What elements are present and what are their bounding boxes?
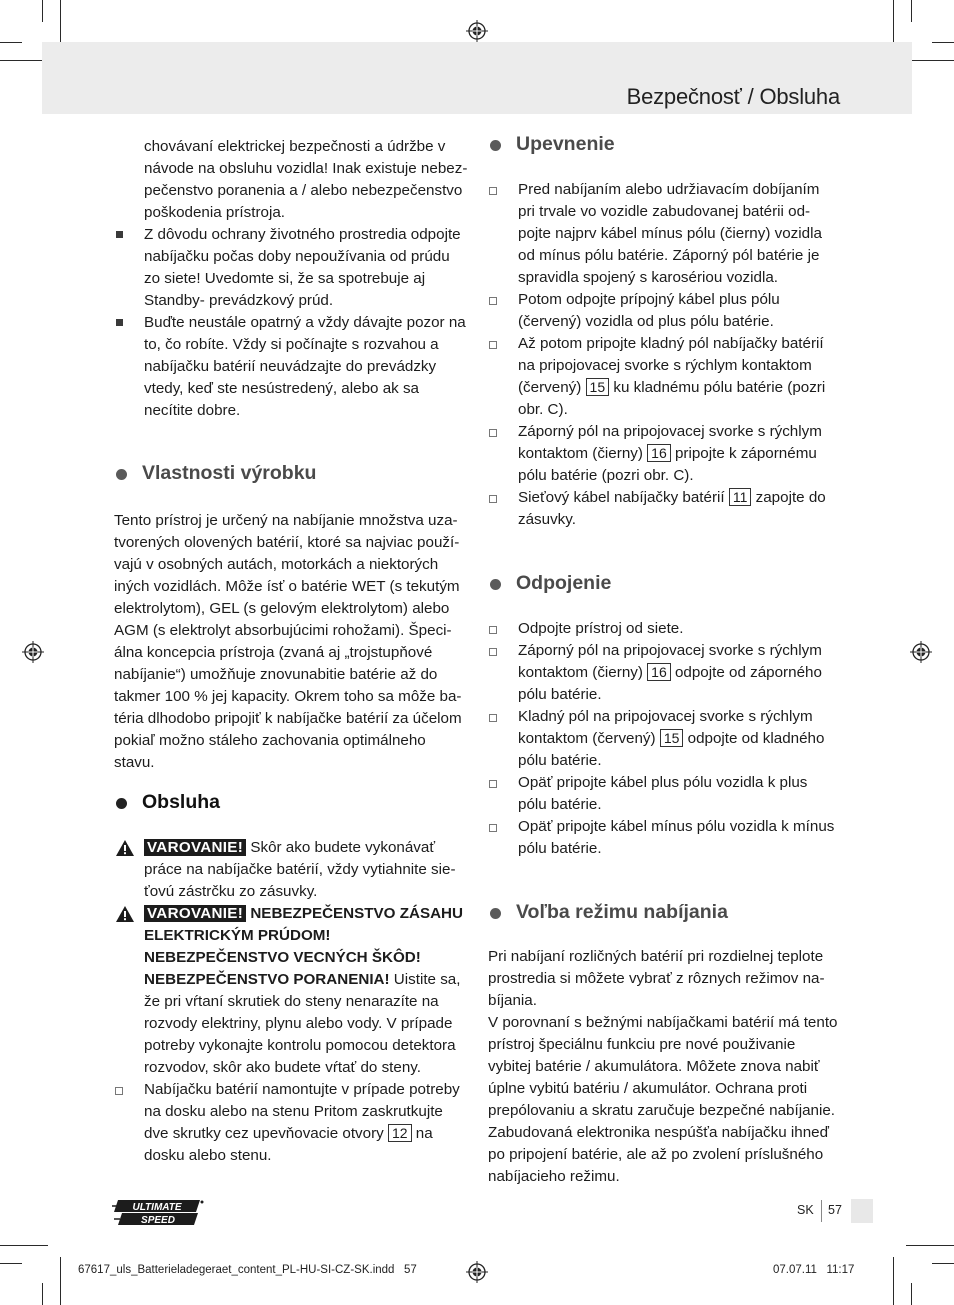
left-column <box>114 136 466 1176</box>
square-bullet-icon <box>116 231 123 238</box>
registration-mark-icon <box>910 641 932 663</box>
section-heading-odpojenie: Odpojenie <box>488 572 611 594</box>
crop-mark <box>906 1245 954 1246</box>
warning-triangle-icon <box>115 905 135 923</box>
part-reference-number: 15 <box>660 729 684 747</box>
crop-mark <box>932 1263 954 1264</box>
crop-mark <box>42 0 43 22</box>
warning-label: VAROVANIE! <box>144 839 246 856</box>
warning-bold-text: NEBEZPEČENSTVO ZÁSAHU ELEKTRICKÝM PRÚDOM! NEBEZPEČENSTVO VECNÝCH ŠKÔD! NEBEZPEČENSTVO PORANENIA! <box>144 905 463 988</box>
list-item: Kladný pól na pripojovacej svorke s rýchlym kontaktom (červený) 15 odpojte od kladného pólu batérie. <box>488 706 840 772</box>
open-square-bullet-icon <box>489 297 497 305</box>
registration-mark-icon <box>22 641 44 663</box>
bullet-dot-icon <box>116 798 127 809</box>
bullet-dot-icon <box>490 579 501 590</box>
crop-mark <box>0 1245 48 1246</box>
square-bullet-icon <box>116 319 123 326</box>
open-square-bullet-icon <box>115 1087 123 1095</box>
list-item: Nabíjačku batérií namontujte v prípade potreby na dosku alebo na stenu Pritom zaskrutkujte dve skrutky cez upevňovacie otvory 12 na dosku alebo stenu. <box>114 1079 466 1167</box>
right-column <box>488 133 840 1186</box>
section-heading-upevnenie: Upevnenie <box>488 133 615 155</box>
part-reference-number: 12 <box>388 1124 412 1142</box>
crop-mark <box>911 1283 912 1305</box>
list-item <box>114 224 466 312</box>
svg-text:ULTIMATE: ULTIMATE <box>132 1202 182 1213</box>
warning-text: Skôr ako budete vykonávať práce na nabíjačke batérií, vždy vytiahnite sie- ťovú zástrčku zo zásuvky. <box>144 839 456 900</box>
open-square-bullet-icon <box>489 187 497 195</box>
svg-text:SPEED: SPEED <box>141 1215 175 1226</box>
crop-mark <box>906 60 954 61</box>
intro-paragraph: chovávaní elektrickej bezpečnosti a údržbe v návode na obsluhu vozidla! Inak existuje nebez- pečenstvo poranenia a / alebo nebezpečenstvo poškodenia prístroja. <box>144 138 468 221</box>
open-square-bullet-icon <box>489 648 497 656</box>
open-square-bullet-icon <box>489 714 497 722</box>
list-item <box>114 312 466 422</box>
list-item-text: Z dôvodu ochrany životného prostredia odpojte nabíjačku počas doby nepoužívania od prúdu zo siete! Uvedomte si, že sa spotrebuje aj Standby- prevádzkový prúd. <box>144 226 461 309</box>
bullet-dot-icon <box>490 140 501 151</box>
registration-mark-icon <box>466 1261 488 1283</box>
crop-mark <box>893 1257 894 1305</box>
ultimate-speed-logo <box>112 1198 204 1228</box>
list-item: Až potom pripojte kladný pól nabíjačky batérií na pripojovacej svorke s rýchlym kontaktom (červený) 15 ku kladnému pólu batérie (pozri obr. C). <box>488 333 840 421</box>
print-timestamp: 07.07.11 11:17 <box>773 1264 855 1276</box>
open-square-bullet-icon <box>489 780 497 788</box>
warning-text: Uistite sa, že pri vŕtaní skrutiek do steny nenarazíte na rozvody elektriny, plynu alebo vody. V prípade potreby vykonajte kontrolu pomocou detektora rozvodov, skôr ako budete vŕtať do steny. <box>144 971 461 1076</box>
list-item: Sieťový kábel nabíjačky batérií 11 zapojte do zásuvky. <box>488 487 840 531</box>
section-heading-vlastnosti: Vlastnosti výrobku <box>114 462 316 484</box>
open-square-bullet-icon <box>489 429 497 437</box>
bullet-dot-icon <box>490 908 501 919</box>
footer-tab <box>851 1199 873 1223</box>
crop-mark <box>0 60 48 61</box>
open-square-bullet-icon <box>489 495 497 503</box>
registration-mark-icon <box>466 20 488 42</box>
crop-mark <box>60 1257 61 1305</box>
crop-mark <box>42 1283 43 1305</box>
open-square-bullet-icon <box>489 626 497 634</box>
warning-label: VAROVANIE! <box>144 905 246 922</box>
list-item: Pred nabíjaním alebo udržiavacím dobíjaním pri trvale vo vozidle zabudovanej batérii od- pojte najprv kábel mínus pólu (čierny) vozidla od mínus pólu batérie. Záporný pól batérie je spravidla spojený s karosériou vozidla. <box>488 179 840 289</box>
crop-mark <box>893 0 894 48</box>
page-title: Bezpečnosť / Obsluha <box>626 84 840 109</box>
volba-paragraph-1: Pri nabíjaní rozličných batérií pri rozdielnej teplote prostredia si môžete vybrať z rôznych režimov na- bíjania. <box>488 948 825 1009</box>
list-item-text: Buďte neustále opatrný a vždy dávajte pozor na to, čo robíte. Vždy si počínajte s rozvahou a nabíjačku batérií neuvádzajte do prevádzky vtedy, keď ste nesústredený, alebo ak sa necítite dobre. <box>144 314 466 419</box>
crop-mark <box>0 42 22 43</box>
part-reference-number: 16 <box>647 444 671 462</box>
footer-language: SK <box>797 1203 814 1217</box>
section-heading-volba: Voľba režimu nabíjania <box>488 901 728 923</box>
footer-divider <box>821 1200 822 1222</box>
print-filename: 67617_uls_Batterieladegeraet_content_PL-HU-SI-CZ-SK.indd 57 <box>78 1264 417 1276</box>
crop-mark <box>60 0 61 48</box>
crop-mark <box>932 42 954 43</box>
open-square-bullet-icon <box>489 824 497 832</box>
warning-block <box>114 903 466 1079</box>
part-reference-number: 11 <box>729 488 752 506</box>
list-item: Opäť pripojte kábel mínus pólu vozidla k mínus pólu batérie. <box>488 816 840 860</box>
volba-paragraph-2: V porovnaní s bežnými nabíjačkami batérií má tento prístroj špeciálnu funkciu pre nové použivanie vybitej batérie / akumulátora. Môžete znova nabiť úplne vybitú batériu / akumulátor. Ochrana proti prepólovaniu a skratu zaručuje bezpečné nabíjanie. Zabudovaná elektronika nespúšťa nabíjačku ihneď po pripojení batérie, ale až po zvolení príslušného nabíjacieho režimu. <box>488 1014 838 1185</box>
warning-triangle-icon <box>115 839 135 857</box>
part-reference-number: 15 <box>586 378 610 396</box>
crop-mark <box>911 0 912 22</box>
list-item: Opäť pripojte kábel plus pólu vozidla k plus pólu batérie. <box>488 772 840 816</box>
vlastnosti-paragraph: Tento prístroj je určený na nabíjanie množstva uza- tvorených olovených batérií, ktoré sa najviac použí- vajú v osobných autách, motorkách a niektorých iných vozidlách. Môže ísť o batérie WET (s tekutým elektrolytom), GEL (s gelovým elektrolytom) alebo AGM (s elektrolyt absorbujúcimi rohožami). Špeci- álna koncepcia prístroja (zvaná aj „trojstupňové nabíjanie“) umožňuje znovunabitie batérie až do takmer 100 % jej kapacity. Okrem toho sa môže ba- téria dlhodobo pripojiť k nabíjačke batérií za účelom pokiaľ možno stáleho zachovania optimálneho stavu. <box>114 512 462 771</box>
warning-block <box>114 837 466 903</box>
list-item: Potom odpojte prípojný kábel plus pólu (červený) vozidla od plus pólu batérie. <box>488 289 840 333</box>
crop-mark <box>0 1263 22 1264</box>
list-item: Záporný pól na pripojovacej svorke s rýchlym kontaktom (čierny) 16 pripojte k zápornému pólu batérie (pozri obr. C). <box>488 421 840 487</box>
list-item: Záporný pól na pripojovacej svorke s rýchlym kontaktom (čierny) 16 odpojte od záporného pólu batérie. <box>488 640 840 706</box>
section-heading-obsluha: Obsluha <box>114 791 220 813</box>
bullet-dot-icon <box>116 469 127 480</box>
list-item: Odpojte prístroj od siete. <box>488 618 840 640</box>
open-square-bullet-icon <box>489 341 497 349</box>
page-number: 57 <box>828 1203 842 1217</box>
part-reference-number: 16 <box>647 663 671 681</box>
